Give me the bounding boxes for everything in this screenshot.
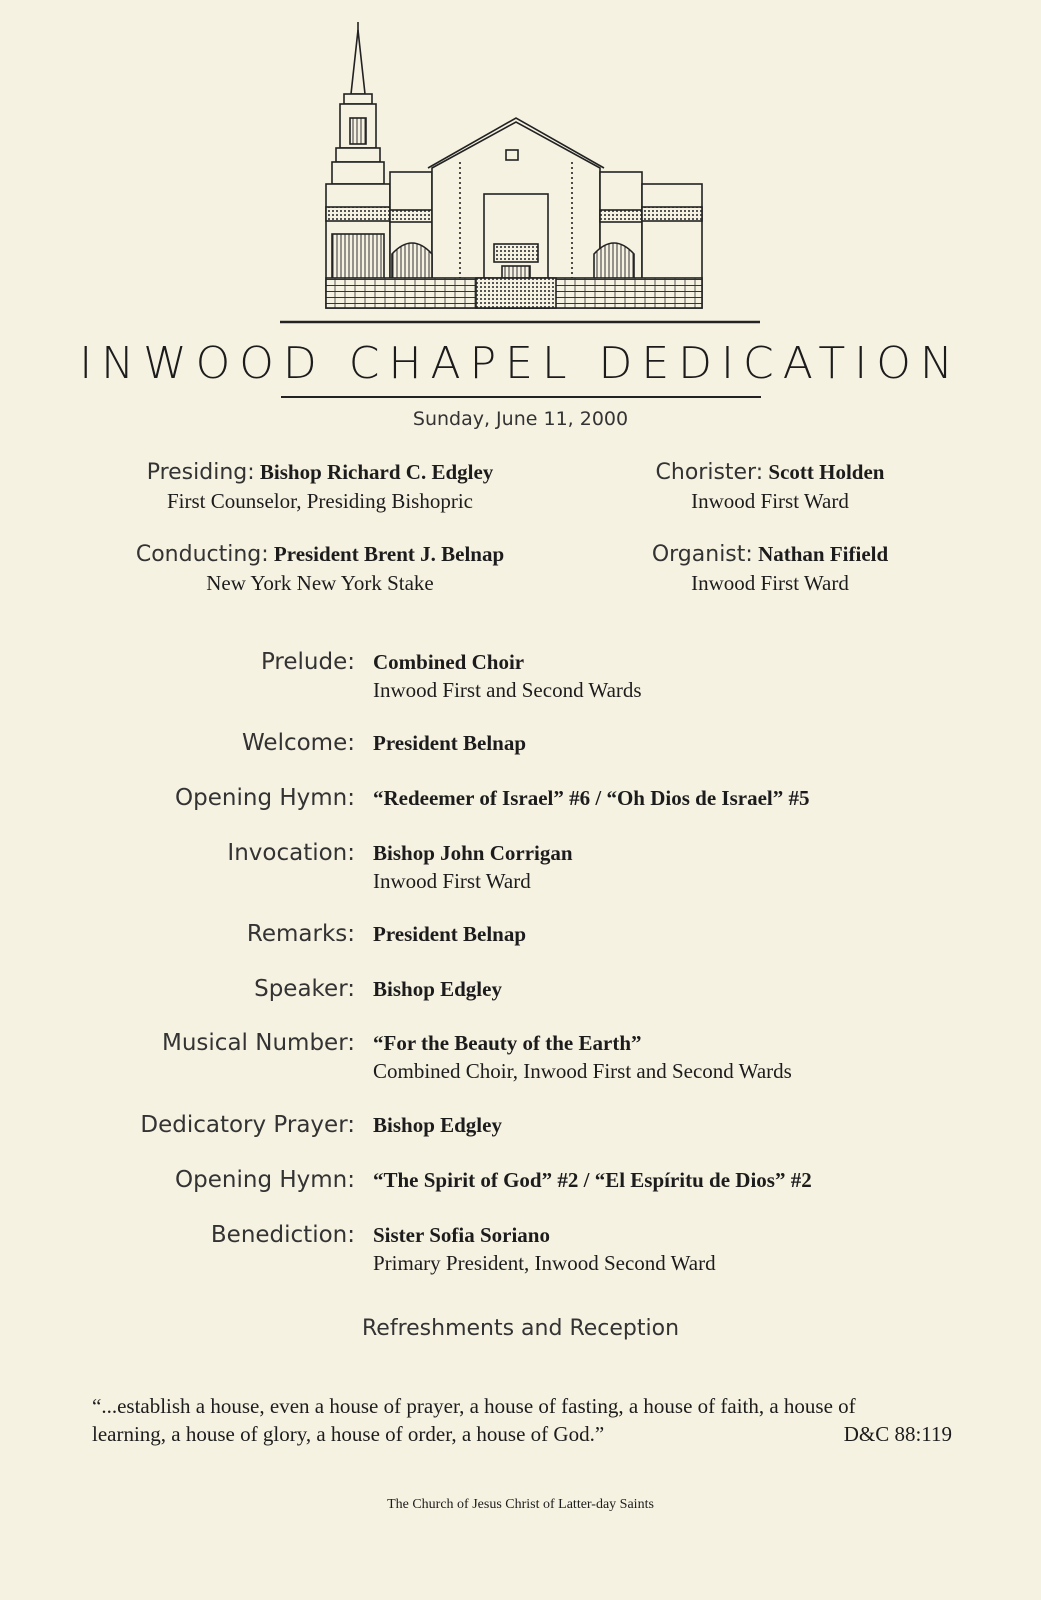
program-detail: [373, 1111, 502, 1139]
page-title: INWOOD CHAPEL DEDICATION: [79, 338, 962, 389]
conducting-block: [90, 540, 550, 597]
program-label: Invocation:: [227, 840, 355, 866]
presiding-block: [90, 458, 550, 515]
conducting-stake: New York New York Stake: [206, 571, 434, 595]
title-divider: [281, 396, 761, 398]
conducting-name: President Brent J. Belnap: [273, 542, 505, 566]
program-label: Welcome:: [242, 730, 355, 756]
program-sub: Inwood First and Second Wards: [373, 678, 642, 702]
chorister-block: [590, 458, 950, 515]
chorister-name: Scott Holden: [768, 460, 885, 484]
program-detail: [373, 729, 526, 757]
program-main: “The Spirit of God” #2 / “El Espíritu de Dios” #2: [373, 1168, 812, 1192]
organist-ward: Inwood First Ward: [691, 571, 849, 595]
program-main: Combined Choir: [373, 650, 525, 674]
program-main: President Belnap: [373, 922, 527, 946]
presiding-role: Presiding:: [146, 460, 255, 485]
quote-line-2: learning, a house of glory, a house of order, a house of God.”: [92, 1422, 605, 1446]
program-label: Prelude:: [260, 649, 355, 675]
chorister-ward: Inwood First Ward: [691, 489, 849, 513]
presiding-name: Bishop Richard C. Edgley: [259, 460, 494, 484]
program-label: Remarks:: [246, 921, 355, 947]
program-main: Bishop Edgley: [373, 1113, 502, 1137]
organist-name: Nathan Fifield: [758, 542, 889, 566]
presiding-title: First Counselor, Presiding Bishopric: [167, 489, 473, 513]
program-detail: [373, 784, 809, 812]
scripture-quote: [92, 1392, 952, 1448]
program-detail: [373, 839, 573, 895]
organist-block: [590, 540, 950, 597]
program-label: Dedicatory Prayer:: [140, 1112, 355, 1138]
program-label: Opening Hymn:: [175, 1167, 355, 1193]
church-footer: The Church of Jesus Christ of Latter-day Saints: [387, 1497, 654, 1512]
program-detail: [373, 920, 526, 948]
program-label: Opening Hymn:: [175, 785, 355, 811]
program-sub: Inwood First Ward: [373, 869, 531, 893]
chapel-illustration: [280, 22, 760, 338]
event-date: Sunday, June 11, 2000: [412, 408, 629, 430]
quote-line-1: “...establish a house, even a house of prayer, a house of fasting, a house of faith, a house of: [92, 1394, 856, 1418]
program-label: Benediction:: [210, 1222, 355, 1248]
chorister-role: Chorister:: [655, 460, 764, 485]
program-main: “For the Beauty of the Earth”: [373, 1031, 642, 1055]
program-main: Bishop Edgley: [373, 977, 502, 1001]
organist-role: Organist:: [651, 542, 753, 567]
program-detail: [373, 1221, 716, 1277]
conducting-role: Conducting:: [135, 542, 269, 567]
program-detail: [373, 648, 642, 704]
refreshments-note: Refreshments and Reception: [361, 1316, 680, 1341]
program-main: President Belnap: [373, 731, 527, 755]
program-detail: [373, 975, 502, 1003]
quote-line-2-row: [92, 1420, 952, 1448]
program-main: “Redeemer of Israel” #6 / “Oh Dios de Israel” #5: [373, 786, 810, 810]
program-main: Bishop John Corrigan: [373, 841, 573, 865]
program-sub: Combined Choir, Inwood First and Second Wards: [373, 1059, 792, 1083]
program-main: Sister Sofia Soriano: [373, 1223, 550, 1247]
quote-citation: D&C 88:119: [843, 1422, 952, 1446]
program-sub: Primary President, Inwood Second Ward: [373, 1251, 716, 1275]
program-label: Speaker:: [254, 976, 355, 1002]
program-detail: [373, 1166, 812, 1194]
program-label: Musical Number:: [162, 1030, 355, 1056]
program-detail: [373, 1029, 792, 1085]
